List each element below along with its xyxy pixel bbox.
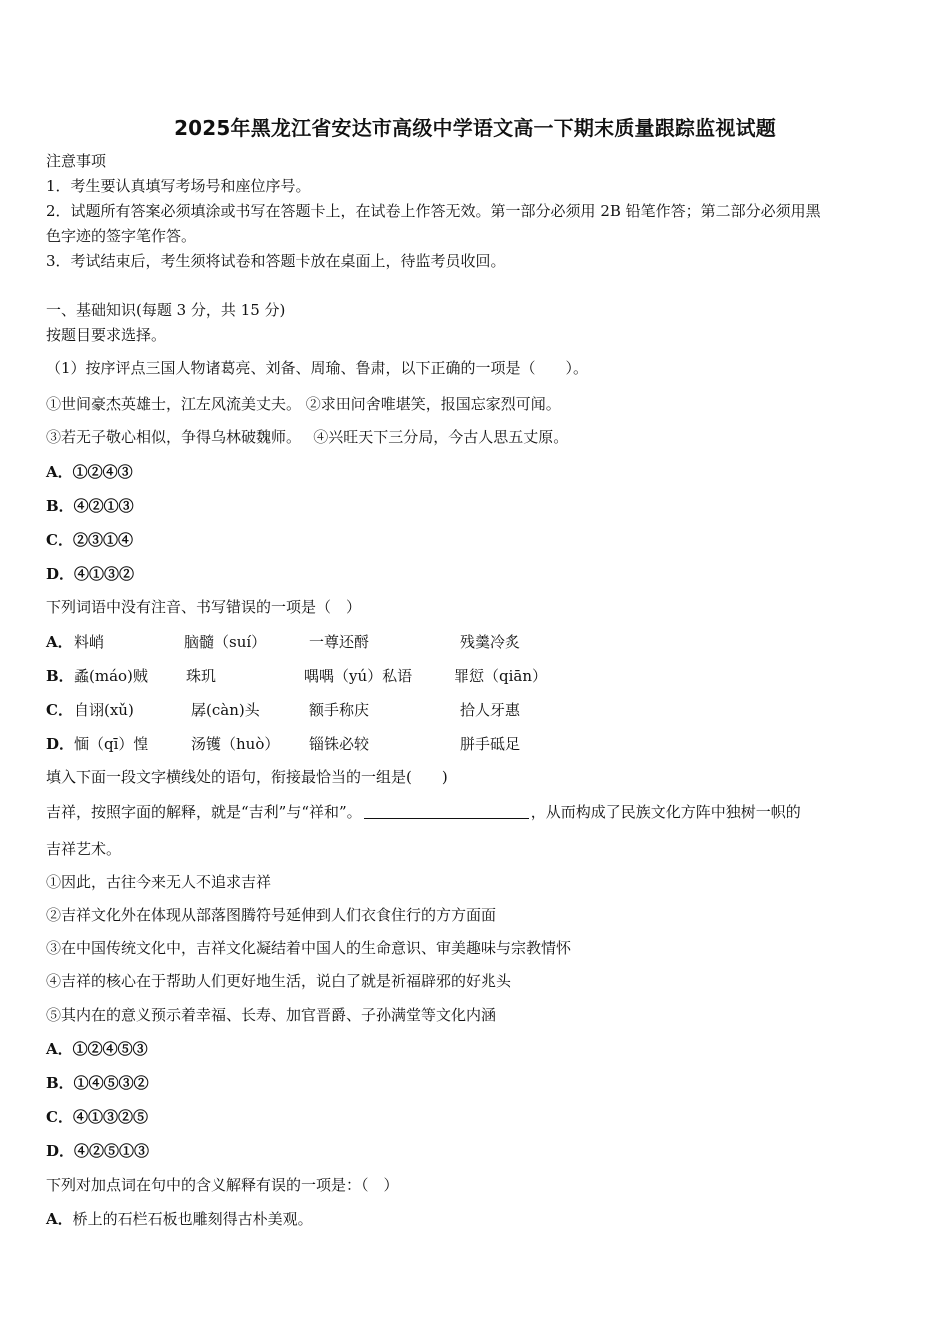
option-label: B． — [46, 667, 74, 685]
option-d: D．④①③② — [46, 565, 135, 583]
notice-item: 3．考试结束后，考生须将试卷和答题卡放在桌面上，待监考员收回。 — [46, 252, 506, 270]
question-stem: 下列对加点词在句中的含义解释有误的一项是：（ ） — [46, 1176, 399, 1194]
list-item: ②吉祥文化外在体现从部落图腾符号延伸到人们衣食住行的方方面面 — [46, 906, 497, 924]
question-stem: 下列词语中没有注音、书写错误的一项是（ ） — [46, 598, 362, 616]
notice-item: 2．试题所有答案必须填涂或书写在答题卡上，在试卷上作答无效。第一部分必须用 2B 铅笔作答；第二部分必须用黑 — [46, 202, 821, 220]
option-word: 额手称庆 — [309, 701, 370, 719]
notice-item: 色字迹的签字笔作答。 — [46, 227, 197, 245]
section-instruction: 按题目要求选择。 — [46, 326, 167, 344]
option-label: A． — [46, 1210, 73, 1228]
option-word: 料峭 — [74, 633, 105, 651]
paragraph-text: 吉祥，按照字面的解释，就是“吉利”与“祥和”。 — [46, 803, 362, 821]
option-word: 脑髓（suí） — [184, 633, 267, 651]
option-b: B．④②①③ — [46, 497, 134, 515]
option-d: D．④②⑤①③ — [46, 1142, 150, 1160]
list-item: ④吉祥的核心在于帮助人们更好地生活，说白了就是祈福辟邪的好兆头 — [46, 972, 512, 990]
option-word: 蟊(máo)贼 — [74, 667, 148, 685]
option-word: 自诩(xǔ) — [74, 701, 134, 719]
notice-heading: 注意事项 — [46, 152, 107, 170]
answer-blank — [364, 802, 529, 819]
option-word: 汤镬（huò） — [191, 735, 280, 753]
option-word: 一尊还酹 — [309, 633, 370, 651]
option-word: 愐（qī）惶 — [74, 735, 149, 753]
option-a — [46, 1209, 313, 1229]
option-label: D． — [46, 735, 75, 753]
option-word: 珠玑 — [186, 667, 217, 685]
option-b: B．①④⑤③② — [46, 1074, 149, 1092]
list-item: ⑤其内在的意义预示着幸福、长寿、加官晋爵、子孙满堂等文化内涵 — [46, 1006, 497, 1024]
question-paragraph — [46, 802, 801, 822]
notice-item: 1．考生要认真填写考场号和座位序号。 — [46, 177, 311, 195]
list-item: ③在中国传统文化中，吉祥文化凝结着中国人的生命意识、审美趣味与宗教情怀 — [46, 939, 572, 957]
page-title: 2025年黑龙江省安达市高级中学语文高一下期末质量跟踪监视试题 — [174, 116, 776, 140]
option-label: A． — [46, 633, 73, 651]
option-a: A．①②④⑤③ — [46, 1040, 148, 1058]
list-item: ①因此，古往今来无人不追求吉祥 — [46, 873, 272, 891]
question-paragraph: 吉祥艺术。 — [46, 840, 122, 858]
question-stem: 填入下面一段文字横线处的语句，衔接最恰当的一组是( ) — [46, 768, 448, 786]
question-text: ③若无子敬心相似，争得乌林破魏师。 ④兴旺天下三分局，今古人思五丈原。 — [46, 428, 569, 446]
option-word: 拾人牙惠 — [460, 701, 521, 719]
option-c: C．④①③②⑤ — [46, 1108, 148, 1126]
question-text: ①世间豪杰英雄士，江左风流美丈夫。 ②求田问舍唯堪笑，报国忘家烈可闻。 — [46, 395, 561, 413]
option-text: 桥上的石栏石板也雕刻得古朴美观。 — [72, 1210, 313, 1228]
option-label: C． — [46, 701, 73, 719]
paragraph-text: ，从而构成了民族文化方阵中独树一帜的 — [530, 803, 801, 821]
option-word: 罪愆（qiān） — [454, 667, 548, 685]
option-word: 残羹冷炙 — [460, 633, 521, 651]
option-word: 胼手砥足 — [460, 735, 521, 753]
option-a: A．①②④③ — [46, 463, 133, 481]
option-word: 喁喁（yú）私语 — [304, 667, 413, 685]
option-word: 锱铢必较 — [309, 735, 370, 753]
question-stem: （1）按序评点三国人物诸葛亮、刘备、周瑜、鲁肃，以下正确的一项是（ ）。 — [46, 359, 589, 377]
option-word: 孱(càn)头 — [191, 701, 260, 719]
option-c: C．②③①④ — [46, 531, 133, 549]
section-heading: 一、基础知识(每题 3 分，共 15 分) — [46, 301, 286, 319]
